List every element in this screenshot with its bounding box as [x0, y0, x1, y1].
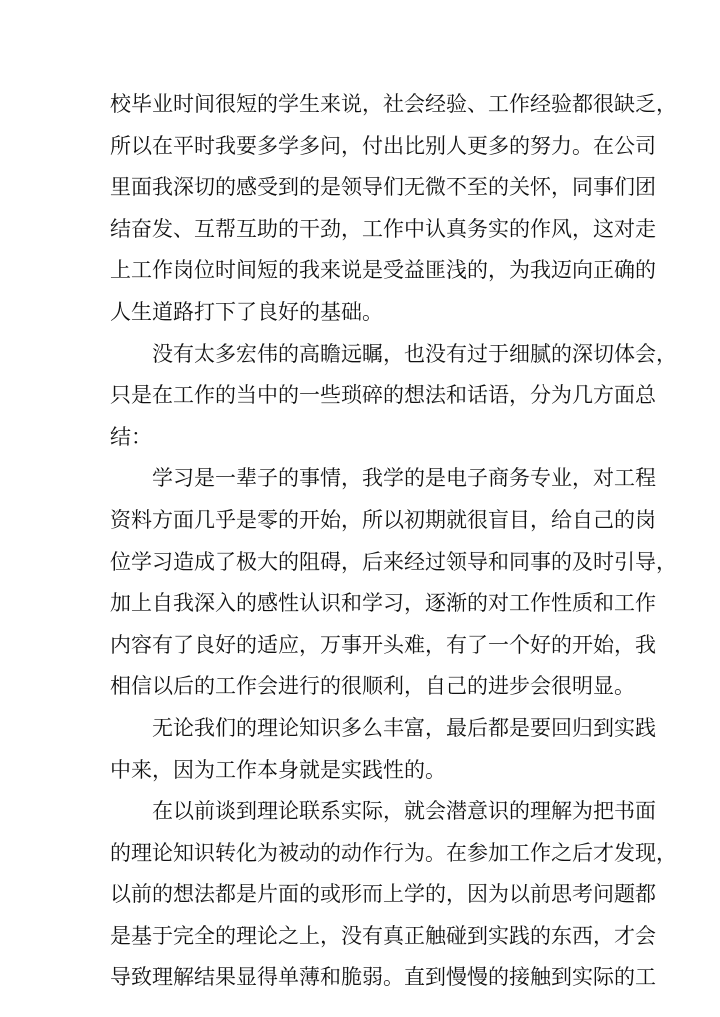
text-line: 无论我们的理论知识多么丰富，最后都是要回归到实践: [152, 715, 656, 740]
text-line: 相信以后的工作会进行的很顺利，自己的进步会很明显。: [110, 674, 635, 699]
text-line: 人生道路打下了良好的基础。: [110, 299, 383, 324]
text-line: 是基于完全的理论之上，没有真正触碰到实践的东西，才会: [110, 923, 656, 948]
paragraph-3: [110, 458, 677, 708]
text-line: 内容有了良好的适应，万事开头难，有了一个好的开始，我: [110, 632, 656, 657]
text-line: 结奋发、互帮互助的干劲，工作中认真务实的作风，这对走: [110, 216, 656, 241]
text-line: 上工作岗位时间短的我来说是受益匪浅的，为我迈向正确的: [110, 258, 656, 283]
paragraph-2: [110, 334, 677, 459]
paragraph-1: [110, 84, 677, 334]
text-line: 所以在平时我要多学多问，付出比别人更多的努力。在公司: [110, 133, 656, 158]
text-line: 学习是一辈子的事情，我学的是电子商务专业，对工程: [152, 466, 656, 491]
document-body: [110, 84, 677, 999]
text-line: 没有太多宏伟的高瞻远瞩，也没有过于细腻的深切体会，: [152, 341, 677, 366]
text-line: 加上自我深入的感性认识和学习，逐渐的对工作性质和工作: [110, 591, 656, 616]
text-line: 里面我深切的感受到的是领导们无微不至的关怀，同事们团: [110, 175, 656, 200]
text-line: 位学习造成了极大的阻碍，后来经过领导和同事的及时引导，: [110, 549, 677, 574]
text-line: 结：: [110, 424, 152, 449]
text-line: 导致理解结果显得单薄和脆弱。直到慢慢的接触到实际的工: [110, 965, 656, 990]
text-line: 资料方面几乎是零的开始，所以初期就很盲目，给自己的岗: [110, 507, 656, 532]
text-line: 的理论知识转化为被动的动作行为。在参加工作之后才发现，: [110, 840, 677, 865]
paragraph-4: [110, 708, 656, 791]
text-line: 在以前谈到理论联系实际，就会潜意识的理解为把书面: [152, 799, 656, 824]
text-line: 以前的想法都是片面的或形而上学的，因为以前思考问题都: [110, 882, 656, 907]
text-line: 只是在工作的当中的一些琐碎的想法和话语，分为几方面总: [110, 383, 656, 408]
text-line: 中来，因为工作本身就是实践性的。: [110, 757, 446, 782]
text-line: 校毕业时间很短的学生来说，社会经验、工作经验都很缺乏，: [110, 92, 677, 116]
paragraph-5: [110, 791, 677, 999]
